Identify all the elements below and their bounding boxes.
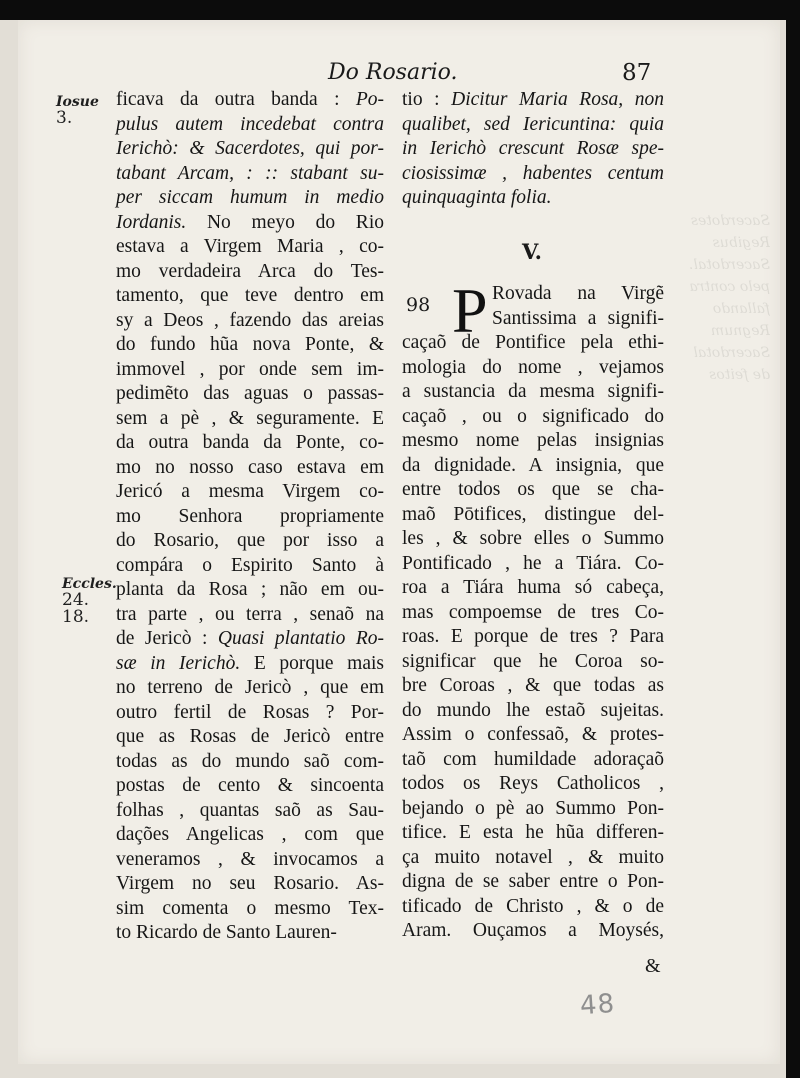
line-text: bejando o pè ao Summo Pon- xyxy=(402,797,664,819)
scan-border-right xyxy=(786,0,800,1078)
line-text: que as Rosas de Jericò entre xyxy=(116,726,384,747)
line-text: tifice. E esta he hũa differen- xyxy=(402,822,664,843)
text-line xyxy=(116,676,384,701)
line-text: mesmo nome pelas insignias xyxy=(402,430,664,451)
text-line xyxy=(492,282,664,307)
line-text: tio : xyxy=(402,89,452,110)
text-line xyxy=(402,162,664,187)
line-latin-text: per siccam humum in medio xyxy=(116,187,384,208)
pencil-folio-mark: 48 xyxy=(578,988,617,1022)
text-line xyxy=(402,895,664,920)
right-text-column-top xyxy=(402,88,664,211)
text-line xyxy=(402,650,664,675)
line-latin-text: Dicitur Maria Rosa, non xyxy=(451,89,664,110)
margin-note-iosue: Iosue 3. xyxy=(56,94,99,128)
line-text: pedimẽto das aguas o passas- xyxy=(116,383,384,404)
line-text: Aram. Ouçamos a Moysés, xyxy=(402,920,664,941)
line-text: Santissima a signifi- xyxy=(492,307,664,329)
line-latin-text: Po- xyxy=(355,89,384,110)
text-line xyxy=(116,358,384,383)
line-text: a sustancia da mesma signifi- xyxy=(402,381,664,402)
text-line xyxy=(402,870,664,895)
line-latin-text: quinquaginta folia. xyxy=(402,187,552,208)
text-line xyxy=(402,723,664,748)
line-text: estava a Virgem Maria , co- xyxy=(116,236,384,257)
text-line xyxy=(402,88,664,113)
line-text: Virgem no seu Rosario. As- xyxy=(116,873,384,894)
text-line xyxy=(116,309,384,334)
text-line xyxy=(116,88,384,113)
line-text: ça muito notavel , & muito xyxy=(402,846,664,868)
line-text: caçaõ , ou o significado do xyxy=(402,405,664,427)
text-line xyxy=(116,113,384,138)
scan-border-top xyxy=(0,0,800,20)
text-line xyxy=(402,527,664,552)
line-latin-text: qualibet, sed Iericuntina: quia xyxy=(402,113,664,135)
text-line xyxy=(402,331,664,356)
text-line xyxy=(116,823,384,848)
margin-note-eccles: Eccles. 24. 18. xyxy=(62,576,117,627)
line-latin-text: Iordanis. xyxy=(116,211,187,233)
line-latin-text: sæ in Ierichò. xyxy=(116,652,241,674)
show-through-text: Sacerdotes Regibus Sacerdotal. pelo contra fallando Regnum Sacerdotal de feitos xyxy=(688,213,770,383)
text-line xyxy=(402,748,664,773)
text-line xyxy=(116,211,384,236)
text-line xyxy=(116,162,384,187)
line-text: da outra banda da Ponte, co- xyxy=(116,432,384,453)
text-line xyxy=(116,603,384,628)
line-text: Jericó a mesma Virgem co- xyxy=(116,481,384,502)
text-line xyxy=(402,503,664,528)
text-line xyxy=(402,186,664,211)
drop-cap: P xyxy=(452,275,488,346)
line-text: to Ricardo de Santo Lauren- xyxy=(116,922,337,943)
page-number: 87 xyxy=(622,60,652,86)
line-text: ficava da outra banda : xyxy=(116,89,356,110)
text-line xyxy=(116,186,384,211)
text-line xyxy=(402,356,664,381)
line-text: entre todos os que se cha- xyxy=(402,479,664,500)
line-text: compára o Espirito Santo à xyxy=(116,554,384,576)
text-line xyxy=(402,137,664,162)
text-line xyxy=(402,919,664,944)
text-line xyxy=(492,307,664,332)
text-line xyxy=(116,137,384,162)
line-text: veneramos , & invocamos a xyxy=(116,848,384,870)
text-line xyxy=(116,897,384,922)
line-text: todas as do mundo saõ com- xyxy=(116,750,384,772)
line-latin-text: Quasi plantatio Ro- xyxy=(217,628,384,649)
line-text: do mundo lhe estaõ sujeitas. xyxy=(402,699,664,721)
line-text: les , & sobre elles o Summo xyxy=(402,528,664,549)
line-text: mo Senhora propriamente xyxy=(116,505,384,527)
right-paragraph-opening xyxy=(492,282,664,331)
line-text: do fundo hũa nova Ponte, & xyxy=(116,334,384,355)
line-text: mologia do nome , vejamos xyxy=(402,356,664,378)
text-line xyxy=(402,797,664,822)
text-line xyxy=(402,846,664,871)
line-text: do Rosario, que por isso a xyxy=(116,530,384,551)
right-paragraph-body xyxy=(402,331,664,944)
line-text: sem a pè , & seguramente. E xyxy=(116,407,384,429)
text-line xyxy=(116,529,384,554)
text-line xyxy=(402,429,664,454)
catchword: & xyxy=(645,955,661,977)
line-text: planta da Rosa ; não em ou- xyxy=(116,579,384,600)
line-text-after: No meyo do Rio xyxy=(186,211,384,233)
line-text: da dignidade. A insignia, que xyxy=(402,454,664,476)
line-text: Assim o confessaõ, & protes- xyxy=(402,724,664,745)
text-line xyxy=(402,454,664,479)
line-text: mas compoemse de tres Co- xyxy=(402,601,664,623)
text-line xyxy=(116,260,384,285)
text-line xyxy=(116,578,384,603)
line-text: significar que he Coroa so- xyxy=(402,650,664,672)
line-latin-text: ciosissimæ , habentes centum xyxy=(402,162,664,184)
line-text: bre Coroas , & que todas as xyxy=(402,675,664,696)
line-text: mo verdadeira Arca do Tes- xyxy=(116,260,384,282)
line-text: tamento, que teve dentro em xyxy=(116,285,384,306)
section-heading: V. xyxy=(522,239,542,264)
left-text-column xyxy=(116,88,384,946)
line-latin-text: in Ierichò crescunt Rosæ spe- xyxy=(402,138,664,159)
line-text: roas. E porque de tres ? Para xyxy=(402,626,664,647)
text-line xyxy=(402,674,664,699)
line-latin-text: pulus autem incedebat contra xyxy=(116,113,384,135)
text-line xyxy=(116,921,384,946)
line-text: dações Angelicas , com que xyxy=(116,824,384,845)
line-text: Pontificado , he a Tiára. Co- xyxy=(402,552,664,574)
line-latin-text: Ierichò: & Sacerdotes, qui por- xyxy=(116,138,384,159)
text-line xyxy=(402,113,664,138)
text-line xyxy=(116,725,384,750)
line-text: roa a Tiára huma só cabeça, xyxy=(402,577,664,598)
line-text: postas de cento & sincoenta xyxy=(116,775,384,796)
line-text: Rovada na Virgẽ xyxy=(492,283,664,304)
text-line xyxy=(402,478,664,503)
text-line xyxy=(116,701,384,726)
line-text: sy a Deos , fazendo das areias xyxy=(116,309,384,331)
line-text: mo no nosso caso estava em xyxy=(116,456,384,478)
text-line xyxy=(402,699,664,724)
text-line xyxy=(402,576,664,601)
line-text: outro fertil de Rosas ? Por- xyxy=(116,701,384,723)
text-line xyxy=(116,848,384,873)
line-text: caçaõ de Pontifice pela ethi- xyxy=(402,332,664,353)
text-line xyxy=(116,774,384,799)
text-line xyxy=(116,750,384,775)
line-text: todos os Reys Catholicos , xyxy=(402,773,664,794)
text-line xyxy=(116,652,384,677)
line-text: sim comenta o mesmo Tex- xyxy=(116,897,384,919)
line-text: folhas , quantas saõ as Sau- xyxy=(116,799,384,821)
text-line xyxy=(116,382,384,407)
text-line xyxy=(116,333,384,358)
text-line xyxy=(402,821,664,846)
line-text: tificado de Christo , & o de xyxy=(402,895,664,917)
text-line xyxy=(402,405,664,430)
text-line xyxy=(402,601,664,626)
line-text: no terreno de Jericò , que em xyxy=(116,677,384,698)
text-line xyxy=(116,627,384,652)
text-line xyxy=(116,407,384,432)
text-line xyxy=(116,284,384,309)
text-line xyxy=(116,505,384,530)
text-line xyxy=(402,625,664,650)
text-line xyxy=(116,235,384,260)
text-line xyxy=(116,431,384,456)
line-latin-text: tabant Arcam, : :: stabant su- xyxy=(116,162,384,184)
line-text: taõ com humildade adoraçaõ xyxy=(402,748,664,770)
line-text: digna de se saber entre o Pon- xyxy=(402,871,664,892)
line-text: tra parte , ou terra , senaõ na xyxy=(116,603,384,625)
line-text: maõ Pōtifices, distingue del- xyxy=(402,503,664,525)
paragraph-number: 98 xyxy=(406,294,431,316)
running-head: Do Rosario. xyxy=(328,60,458,85)
text-line xyxy=(116,554,384,579)
text-line xyxy=(402,380,664,405)
text-line xyxy=(402,552,664,577)
line-text: immovel , por onde sem im- xyxy=(116,358,384,380)
text-line xyxy=(116,456,384,481)
line-text-after: E porque mais xyxy=(240,652,385,674)
line-text: de Jericò : xyxy=(116,628,218,649)
text-line xyxy=(402,772,664,797)
text-line xyxy=(116,480,384,505)
text-line xyxy=(116,872,384,897)
text-line xyxy=(116,799,384,824)
